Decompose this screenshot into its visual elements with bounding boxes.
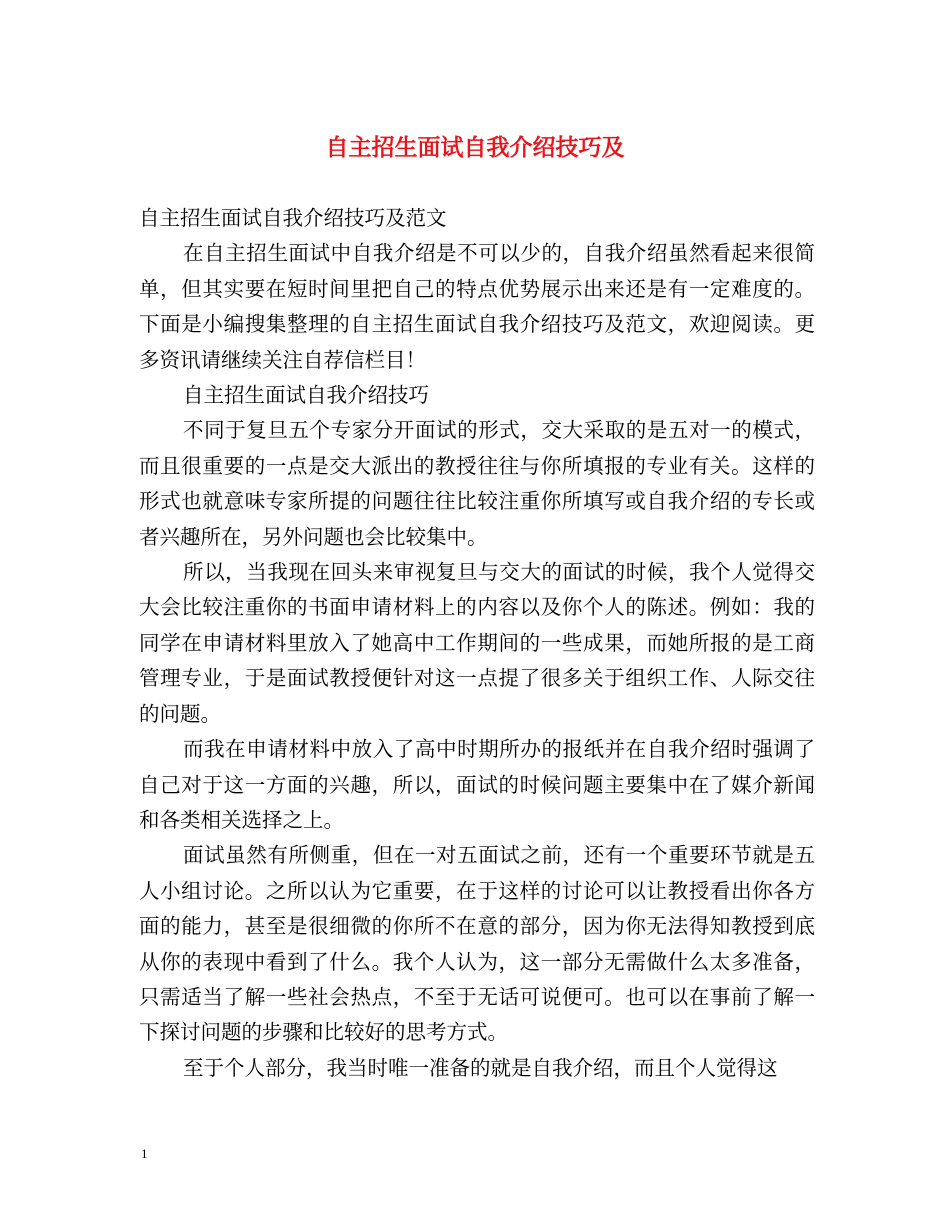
body-paragraph: 所以，当我现在回头来审视复旦与交大的面试的时候，我个人觉得交大会比较注重你的书面申请材料上的内容以及你个人的陈述。例如：我的同学在申请材料里放入了她高中工作期间的一些成果，而她所报的是工商管理专业，于是面试教授便针对这一点提了很多关于组织工作、人际交往的问题。 — [139, 560, 815, 726]
body-paragraph: 不同于复旦五个专家分开面试的形式，交大采取的是五对一的模式，而且很重要的一点是交大派出的教授往往与你所填报的专业有关。这样的形式也就意味专家所提的问题往往比较注重你所填写或自我介绍的专长或者兴趣所在，另外问题也会比较集中。 — [139, 418, 815, 549]
body-paragraph: 面试虽然有所侧重，但在一对五面试之前，还有一个重要环节就是五人小组讨论。之所以认为它重要，在于这样的讨论可以让教授看出你各方面的能力，甚至是很细微的你所不在意的部分，因为你无法得知教授到底从你的表现中看到了什么。我个人认为，这一部分无需做什么太多准备，只需适当了解一些社会热点，不至于无话可说便可。也可以在事前了解一下探讨问题的步骤和比较好的思考方式。 — [139, 843, 815, 1045]
document-body — [139, 201, 815, 1086]
section-heading: 自主招生面试自我介绍技巧 — [183, 383, 429, 408]
document-title: 自主招生面试自我介绍技巧及 — [325, 135, 625, 161]
body-paragraph: 而我在申请材料中放入了高中时期所办的报纸并在自我介绍时强调了自己对于这一方面的兴趣，所以，面试的时候问题主要集中在了媒介新闻和各类相关选择之上。 — [139, 737, 815, 832]
body-paragraph: 至于个人部分，我当时唯一准备的就是自我介绍，而且个人觉得这 — [183, 1055, 778, 1080]
intro-paragraph: 在自主招生面试中自我介绍是不可以少的，自我介绍虽然看起来很简单，但其实要在短时间里把自己的特点优势展示出来还是有一定难度的。下面是小编搜集整理的自主招生面试自我介绍技巧及范文，欢迎阅读。更多资讯请继续关注自荐信栏目！ — [139, 241, 815, 372]
subtitle-paragraph: 自主招生面试自我介绍技巧及范文 — [139, 206, 447, 230]
page-number: 1 — [141, 1146, 148, 1161]
